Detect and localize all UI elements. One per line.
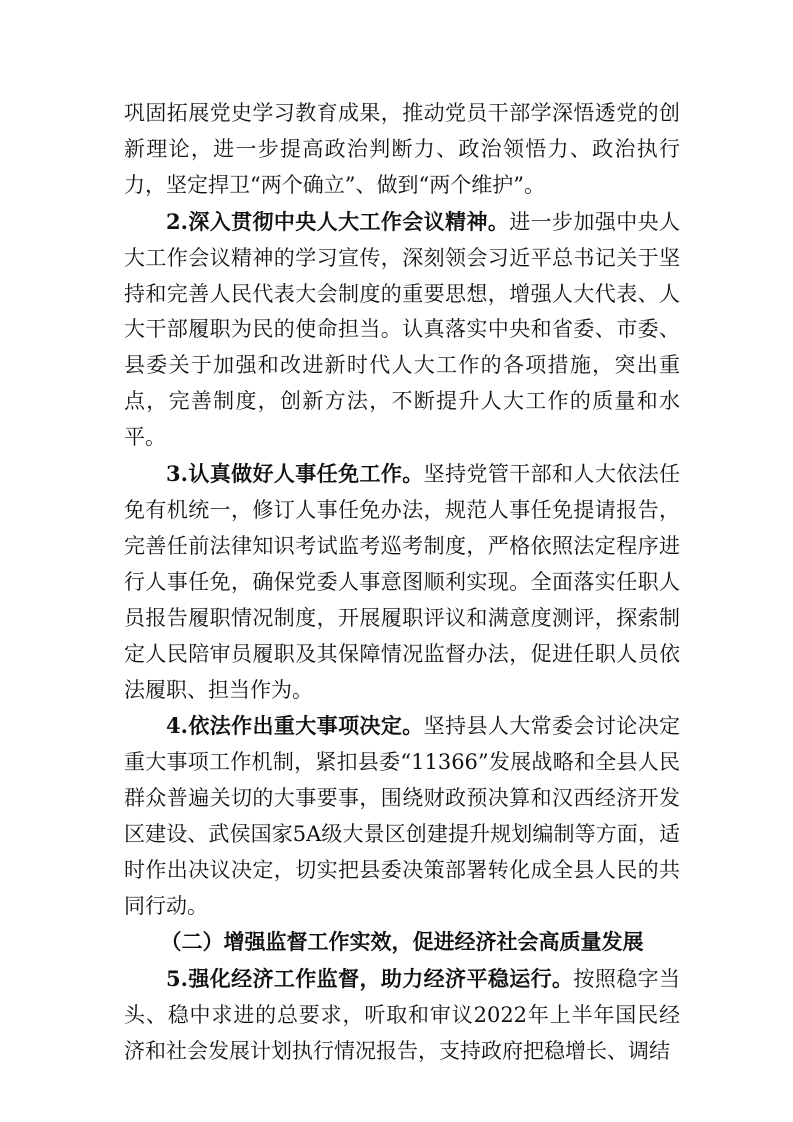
paragraph-4-text: 坚持县人大常委会讨论决定重大事项工作机制，紧扣县委“11366”发展战略和全县人民群众普遍关切的大事要事，围绕财政预决算和汉西经济开发区建设、武侯国家5A级大景区创建提升规划编制等方面，适时作出决议决定，切实把县委决策部署转化成全县人民的共同行动。 [124, 714, 681, 918]
paragraph-3-text: 坚持党管干部和人大依法任免有机统一，修订人事任免办法，规范人事任免提请报告，完善任前法律知识考试监考巡考制度，严格依照法定程序进行人事任免，确保党委人事意图顺利实现。全面落实任职人员报告履职情况制度，开展履职评议和满意度测评，探索制定人民陪审员履职及其保障情况监督办法，促进任职人员依法履职、担当作为。 [124, 462, 681, 702]
paragraph-5-lead: 5.强化经济工作监督，助力经济平稳运行。 [166, 965, 574, 991]
paragraph-2-text: 进一步加强中央人大工作会议精神的学习宣传，深刻领会习近平总书记关于坚持和完善人民代表大会制度的重要思想，增强人大代表、人大干部履职为民的使命担当。认真落实中央和省委、市委、县委关于加强和改进新时代人大工作的各项措施，突出重点，完善制度，创新方法，不断提升人大工作的质量和水平。 [124, 209, 681, 450]
paragraph-4 [124, 708, 680, 924]
paragraph-1-text: 巩固拓展党史学习教育成果，推动党员干部学深悟透党的创新理论，进一步提高政治判断力、政治领悟力、政治执行力，坚定捍卫“两个确立”、做到“两个维护”。 [124, 101, 680, 197]
paragraph-2 [124, 204, 680, 456]
paragraph-5 [124, 961, 680, 1070]
section-heading: （二）增强监督工作实效，促进经济社会高质量发展 [160, 929, 644, 954]
document-body [124, 96, 680, 1069]
paragraph-3 [124, 456, 680, 708]
paragraph-4-lead: 4.依法作出重大事项决定。 [166, 713, 424, 739]
paragraph-5-text: 按照稳字当头、稳中求进的总要求，听取和审议2022年上半年国民经济和社会发展计划执行情况报告，支持政府把稳增长、调结 [124, 966, 681, 1063]
paragraph-1 [124, 96, 680, 204]
paragraph-2-lead: 2.深入贯彻中央人大工作会议精神。 [166, 208, 510, 234]
paragraph-3-lead: 3.认真做好人事任免工作。 [166, 461, 424, 487]
